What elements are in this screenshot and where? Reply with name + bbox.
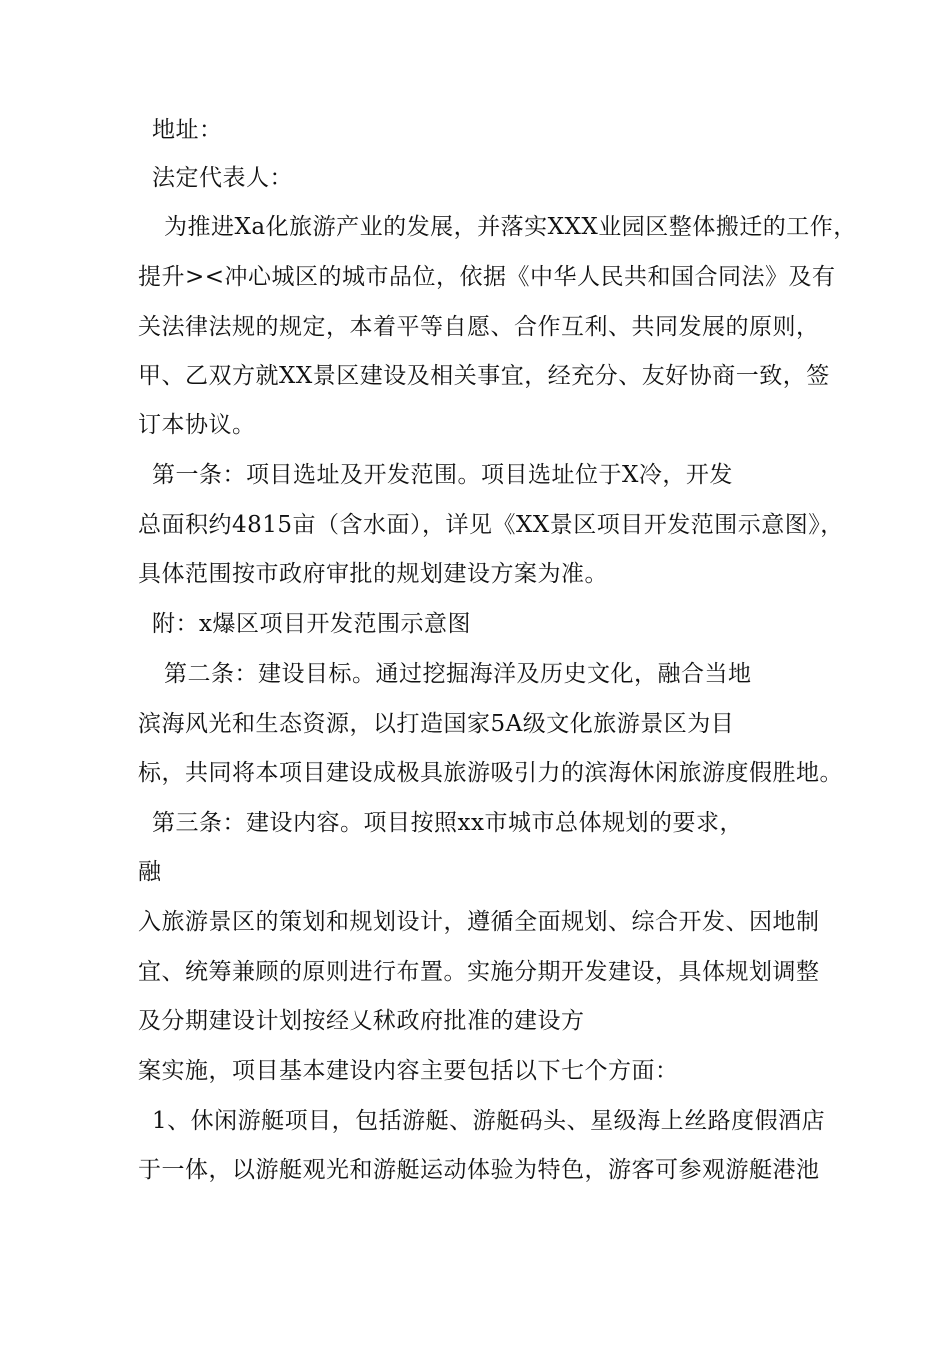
- paragraph-line: 滨海风光和生态资源，以打造国家5A级文化旅游景区为目: [138, 711, 735, 737]
- list-item-1: 1、休闲游艇项目，包括游艇、游艇码头、星级海上丝路度假酒店: [152, 1108, 826, 1134]
- article-1-heading: 第一条：项目选址及开发范围。项目选址位于X冷，开发: [152, 462, 733, 488]
- address-label: 地址：: [152, 117, 223, 143]
- paragraph-line: 关法律法规的规定，本着平等自愿、合作互利、共同发展的原则，: [138, 314, 820, 340]
- paragraph-line: 提升><冲心城区的城市品位，依据《中华人民共和国合同法》及有: [138, 264, 836, 290]
- paragraph-line: 及分期建设计划按经乂秫政府批准的建设方: [138, 1008, 585, 1034]
- article-2-heading: 第二条：建设目标。通过挖掘海洋及历史文化，融合当地: [164, 661, 752, 687]
- paragraph-line: 宜、统筹兼顾的原则进行布置。实施分期开发建设，具体规划调整: [138, 959, 820, 985]
- paragraph-line: 于一体，以游艇观光和游艇运动体验为特色，游客可参观游艇港池: [138, 1157, 820, 1183]
- legal-representative-label: 法定代表人：: [152, 165, 293, 191]
- paragraph-line: 总面积约4815亩（含水面），详见《XX景区项目开发范围示意图》，: [138, 512, 844, 538]
- paragraph-line: 标，共同将本项目建设成极具旅游吸引力的滨海休闲旅游度假胜地。: [138, 760, 843, 786]
- paragraph-line: 甲、乙双方就XX景区建设及相关事宜，经充分、友好协商一致，签: [138, 363, 830, 389]
- paragraph-line: 入旅游景区的策划和规划设计，遵循全面规划、综合开发、因地制: [138, 909, 820, 935]
- paragraph-line: 融: [138, 859, 162, 885]
- paragraph-line: 案实施，项目基本建设内容主要包括以下七个方面：: [138, 1058, 679, 1084]
- paragraph-line: 为推进Xa化旅游产业的发展，并落实XXX业园区整体搬迁的工作，: [164, 214, 857, 240]
- paragraph-line: 订本协议。: [138, 412, 256, 438]
- paragraph-line: 具体范围按市政府审批的规划建设方案为准。: [138, 561, 608, 587]
- article-3-heading: 第三条：建设内容。项目按照xx市城市总体规划的要求，: [152, 810, 743, 836]
- appendix-line: 附：x爆区项目开发范围示意图: [152, 611, 471, 637]
